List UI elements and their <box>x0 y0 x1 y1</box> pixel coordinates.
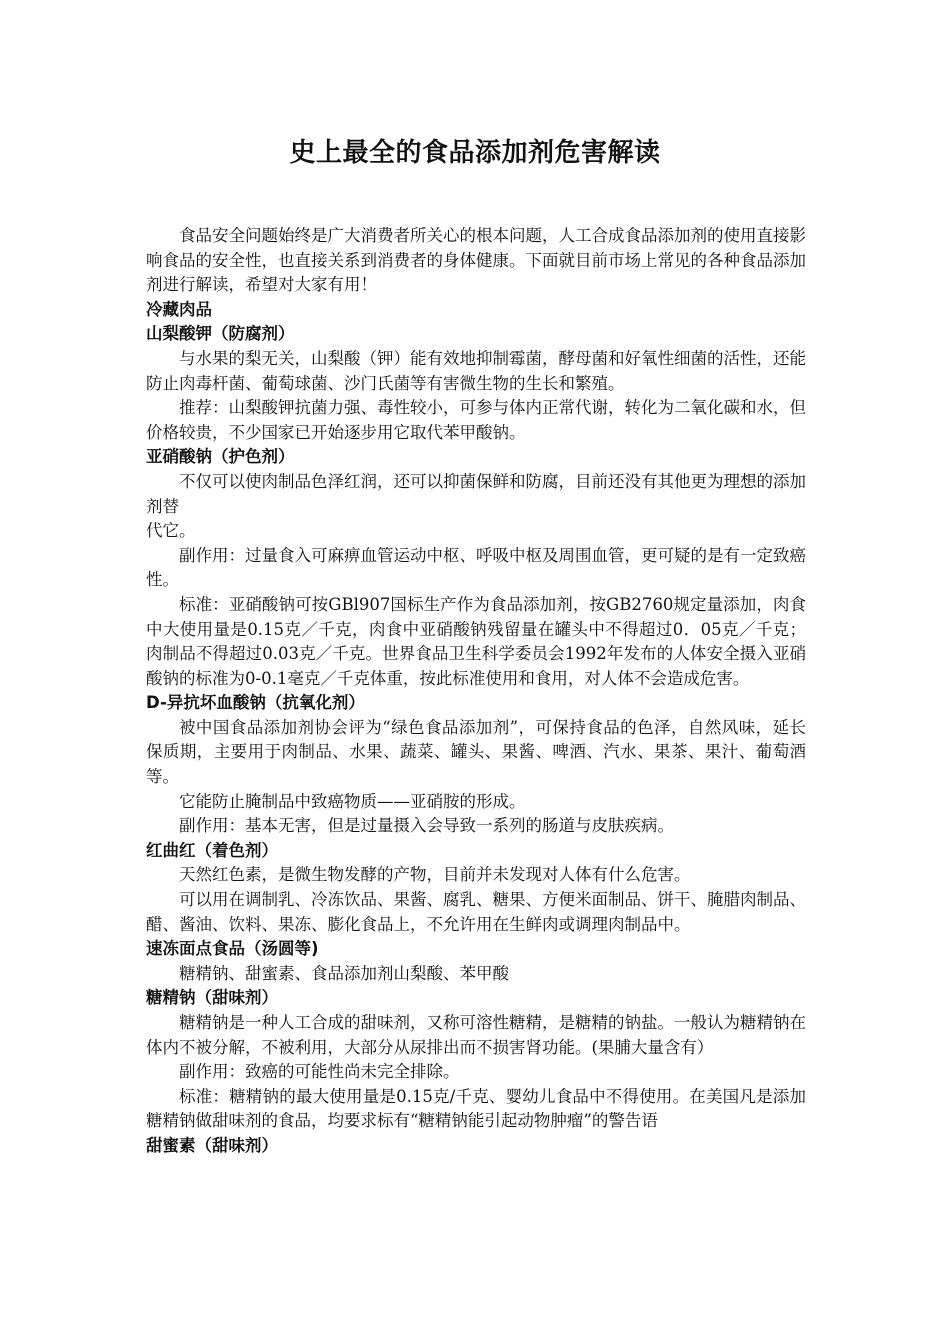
body-paragraph: 副作用：过量食入可麻痹血管运动中枢、呼吸中枢及周围血管，更可疑的是有一定致癌性。 <box>146 545 806 590</box>
document-title: 史上最全的食品添加剂危害解读 <box>289 138 661 168</box>
body-paragraph: 它能防止腌制品中致癌物质——亚硝胺的形成。 <box>179 791 526 811</box>
document-body <box>146 224 806 1159</box>
body-paragraph: 被中国食品添加剂协会评为“绿色食品添加剂”，可保持食品的色泽，自然风味，延长保质期，主要用于肉制品、水果、蔬菜、罐头、果酱、啤酒、汽水、果茶、果汁、葡萄酒等。 <box>146 717 806 787</box>
body-paragraph: 推荐：山梨酸钾抗菌力强、毒性较小，可参与体内正常代谢，转化为二氧化碳和水，但价格较贵，不少国家已开始逐步用它取代苯甲酸钠。 <box>146 398 806 442</box>
section-heading: D-异抗坏血酸钠（抗氧化剂） <box>146 693 365 713</box>
body-paragraph: 食品安全问题始终是广大消费者所关心的根本问题，人工合成食品添加剂的使用直接影响食品的安全性，也直接关系到消费者的身体健康。下面就目前市场上常见的各种食品添加剂进行解读，希望对大家有用！ <box>146 226 806 295</box>
body-paragraph: 副作用：基本无害，但是过量摄入会导致一系列的肠道与皮肤疾病。 <box>179 816 674 836</box>
body-paragraph-continuation: 代它。 <box>146 521 196 541</box>
section-heading: 红曲红（着色剂） <box>146 840 278 860</box>
section-heading: 冷藏肉品 <box>146 299 212 319</box>
section-heading: 糖精钠（甜味剂） <box>146 988 278 1008</box>
section-heading: 亚硝酸钠（护色剂） <box>146 447 295 467</box>
section-heading: 山梨酸钾（防腐剂） <box>146 324 295 344</box>
section-heading: 速冻面点食品（汤圆等) <box>146 939 319 959</box>
body-paragraph: 可以用在调制乳、冷冻饮品、果酱、腐乳、糖果、方便米面制品、饼干、腌腊肉制品、醋、酱油、饮料、果冻、膨化食品上，不允许用在生鲜肉或调理肉制品中。 <box>146 890 806 934</box>
body-paragraph: 天然红色素，是微生物发酵的产物，目前并未发现对人体有什么危害。 <box>179 865 691 885</box>
body-paragraph: 副作用：致癌的可能性尚未完全排除。 <box>179 1062 460 1082</box>
body-paragraph: 不仅可以使肉制品色泽红润，还可以抑菌保鲜和防腐，目前还没有其他更为理想的添加剂替 <box>146 471 806 516</box>
body-paragraph: 标准：亚硝酸钠可按GBl907国标生产作为食品添加剂，按GB2760规定量添加，肉食中大使用量是0.15克／千克，肉食中亚硝酸钠残留量在罐头中不得超过0．05克／千克；肉制品不得超过0.03克／千克。世界食品卫生科学委员会1992年发布的人体安全摄入亚硝酸钠的标准为0-0.1毫克／千克体重，按此标准使用和食用，对人体不会造成危害。 <box>146 594 806 688</box>
body-paragraph: 糖精钠是一种人工合成的甜味剂，又称可溶性糖精，是糖精的钠盐。一般认为糖精钠在体内不被分解，不被利用，大部分从尿排出而不损害肾功能。(果脯大量含有） <box>146 1013 806 1057</box>
section-heading: 甜蜜素（甜味剂） <box>146 1135 278 1155</box>
body-paragraph: 与水果的梨无关，山梨酸（钾）能有效地抑制霉菌，酵母菌和好氧性细菌的活性，还能防止肉毒杆菌、葡萄球菌、沙门氏菌等有害微生物的生长和繁殖。 <box>146 348 806 393</box>
body-paragraph: 糖精钠、甜蜜素、食品添加剂山梨酸、苯甲酸 <box>179 963 509 983</box>
body-paragraph: 标准：糖精钠的最大使用量是0.15克/千克、婴幼儿食品中不得使用。在美国凡是添加糖精钠做甜味剂的食品，均要求标有“糖精钠能引起动物肿瘤”的警告语 <box>146 1086 806 1131</box>
